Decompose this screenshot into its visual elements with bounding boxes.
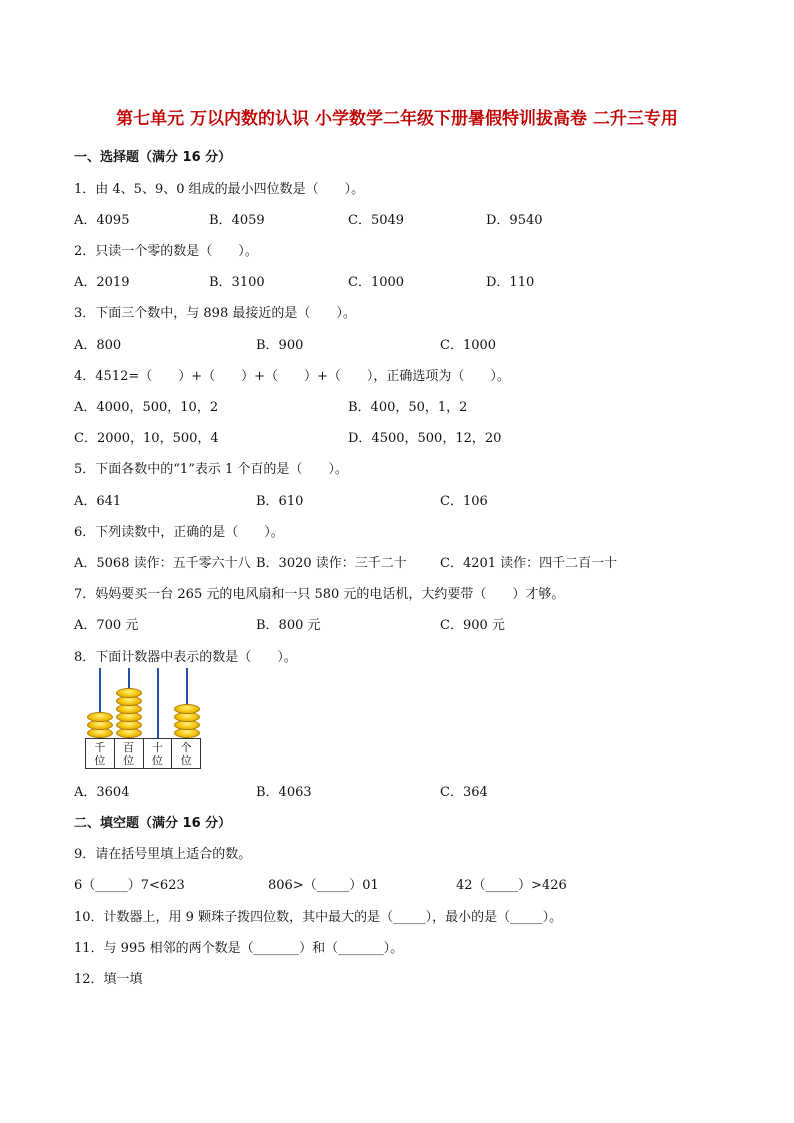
q8-option-c: C．364 <box>440 785 488 800</box>
q4-option-d: D．4500，500，12，20 <box>348 431 502 446</box>
abacus-label-ones <box>172 739 200 768</box>
q5-option-a: A．641 <box>74 494 122 509</box>
q6-option-a: A．5068 读作：五千零六十八 <box>74 556 251 571</box>
abacus-rod <box>157 668 159 738</box>
q5-option-b: B．610 <box>256 494 304 509</box>
abacus-bead <box>174 704 200 714</box>
q9-item-2: 806>（_____）01 <box>268 878 379 893</box>
q9-item-3: 42（_____）>426 <box>456 878 567 893</box>
section-heading-choice: 一、选择题（满分 16 分） <box>74 150 232 165</box>
q9-item-1: 6（_____）7<623 <box>74 878 185 893</box>
q2-option-d: D．110 <box>486 275 535 290</box>
abacus-label-text: 百位 <box>123 741 135 767</box>
q3-option-b: B．900 <box>256 338 304 353</box>
q2-option-a: A．2019 <box>74 275 130 290</box>
question-10: 10．计数器上，用 9 颗珠子拨四位数，其中最大的是（_____），最小的是（_____）。 <box>74 910 563 925</box>
section-heading-fill: 二、填空题（满分 16 分） <box>74 816 232 831</box>
q4-option-a: A．4000，500，10，2 <box>74 400 219 415</box>
q1-option-b: B．4059 <box>209 213 265 228</box>
abacus-label-thousands <box>86 739 115 768</box>
question-3: 3．下面三个数中，与 898 最接近的是（ ）。 <box>74 306 356 321</box>
question-8: 8．下面计数器中表示的数是（ ）。 <box>74 650 297 665</box>
question-1: 1．由 4、5、9、0 组成的最小四位数是（ ）。 <box>74 182 365 197</box>
abacus-bead <box>116 688 142 698</box>
abacus-bead <box>87 712 113 722</box>
q1-option-a: A．4095 <box>74 213 130 228</box>
q7-option-c: C．900 元 <box>440 618 505 633</box>
q1-option-c: C．5049 <box>348 213 405 228</box>
q2-option-c: C．1000 <box>348 275 405 290</box>
q7-option-a: A．700 元 <box>74 618 139 633</box>
abacus-label-hundreds <box>115 739 144 768</box>
q8-option-b: B．4063 <box>256 785 312 800</box>
abacus-label-text: 个位 <box>180 741 192 767</box>
question-11: 11．与 995 相邻的两个数是（_______）和（_______）。 <box>74 941 404 956</box>
question-7: 7．妈妈要买一台 265 元的电风扇和一只 580 元的电话机，大约要带（ ）才够。 <box>74 587 565 602</box>
page-title: 第七单元 万以内数的认识 小学数学二年级下册暑假特训拔高卷 二升三专用 <box>116 109 678 129</box>
question-12: 12．填一填 <box>74 972 143 987</box>
q1-option-d: D．9540 <box>486 213 543 228</box>
q3-option-c: C．1000 <box>440 338 497 353</box>
q4-option-c: C．2000，10，500，4 <box>74 431 219 446</box>
q5-option-c: C．106 <box>440 494 488 509</box>
q8-option-a: A．3604 <box>74 785 130 800</box>
abacus-label-text: 十位 <box>151 741 163 767</box>
question-4: 4．4512=（ ）+（ ）+（ ）+（ ），正确选项为（ ）。 <box>74 369 510 384</box>
question-6: 6．下列读数中，正确的是（ ）。 <box>74 525 284 540</box>
q2-option-b: B．3100 <box>209 275 265 290</box>
q6-option-c: C．4201 读作：四千二百一十 <box>440 556 618 571</box>
question-5: 5．下面各数中的“1”表示 1 个百的是（ ）。 <box>74 462 348 477</box>
abacus-label-text: 千位 <box>94 741 106 767</box>
abacus-counter <box>85 668 205 772</box>
q4-option-b: B．400，50，1，2 <box>348 400 468 415</box>
question-2: 2．只读一个零的数是（ ）。 <box>74 244 258 259</box>
q3-option-a: A．800 <box>74 338 122 353</box>
abacus-label-tens <box>144 739 173 768</box>
q7-option-b: B．800 元 <box>256 618 321 633</box>
q6-option-b: B．3020 读作：三千二十 <box>256 556 407 571</box>
abacus-place-labels <box>85 738 201 769</box>
question-9: 9．请在括号里填上适合的数。 <box>74 847 252 862</box>
